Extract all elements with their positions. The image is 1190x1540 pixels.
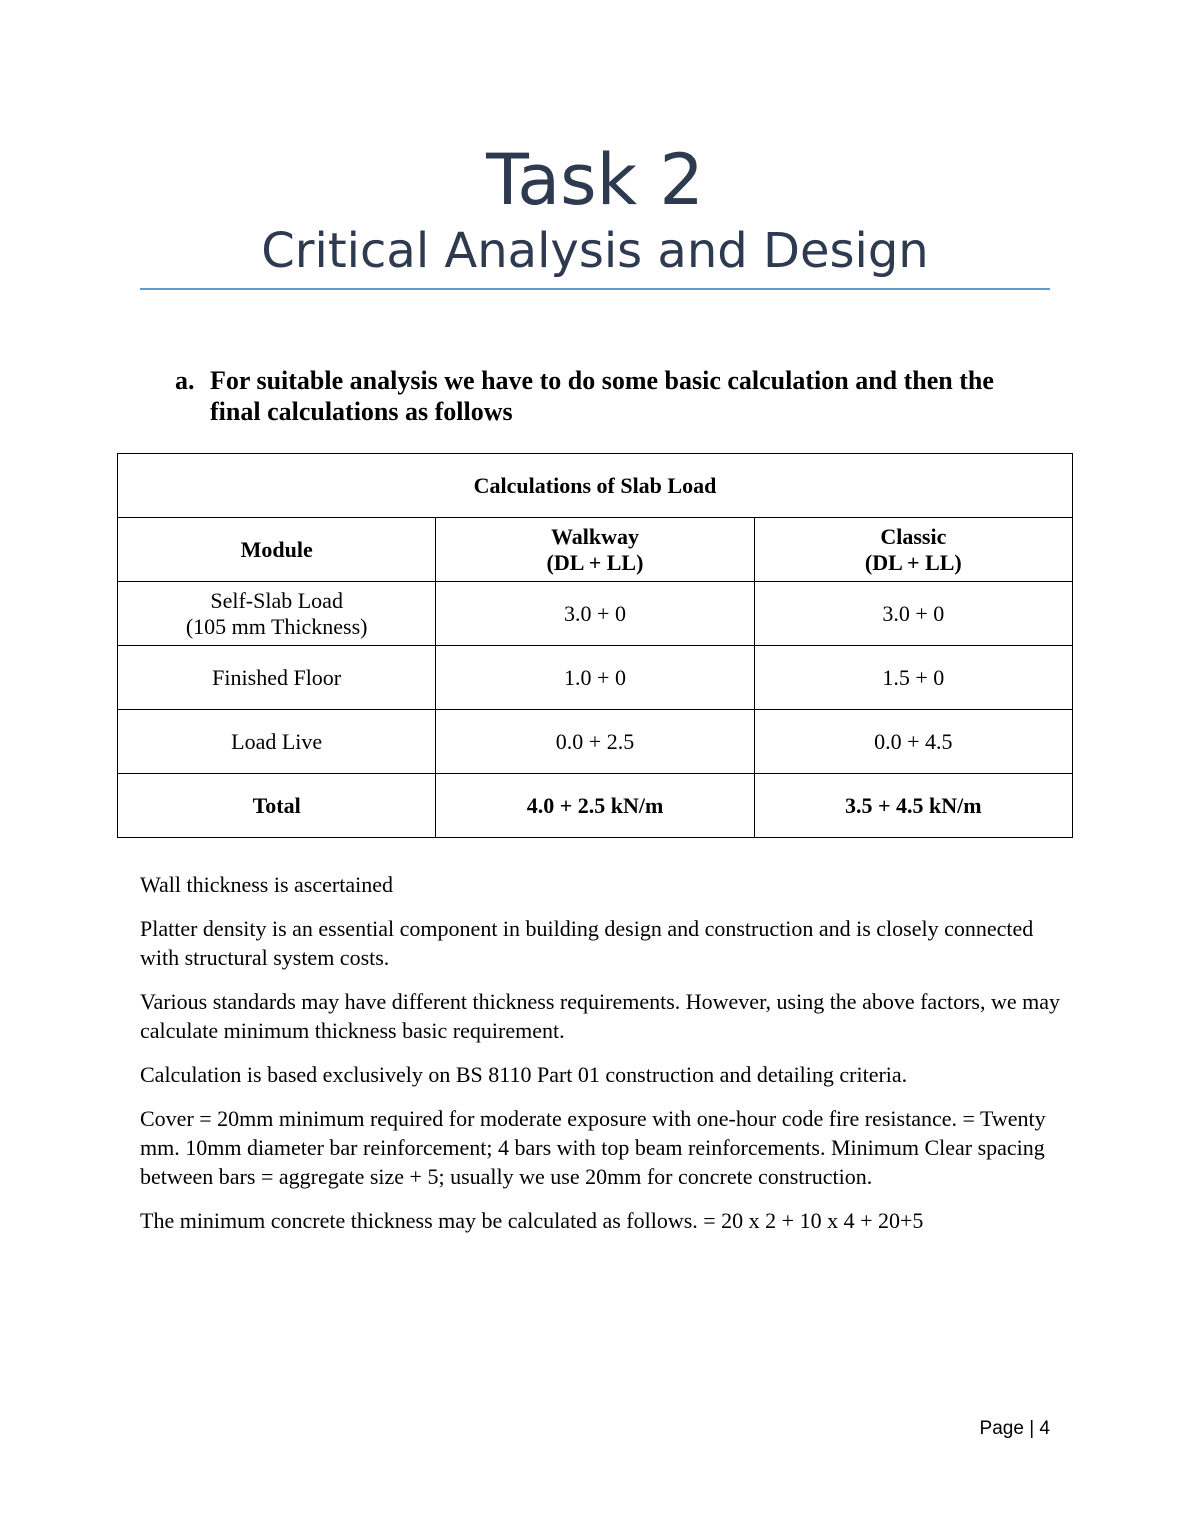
body-text <box>140 870 1060 1250</box>
cell-classic: 0.0 + 4.5 <box>754 710 1072 774</box>
table-total-row <box>118 774 1073 838</box>
footer-label: Page <box>979 1418 1024 1439</box>
paragraph: Calculation is based exclusively on BS 8110 Part 01 construction and detailing criteria. <box>140 1062 908 1087</box>
header-classic-sub: (DL + LL) <box>864 549 962 575</box>
total-walkway: 4.0 + 2.5 kN/m <box>436 774 754 838</box>
slab-load-table <box>117 453 1073 838</box>
title-block <box>140 138 1050 280</box>
cell-classic: 3.0 + 0 <box>754 582 1072 646</box>
header-module <box>118 518 436 582</box>
header-walkway <box>436 518 754 582</box>
table-row <box>118 582 1073 646</box>
cell-module: Finished Floor <box>118 646 436 710</box>
title-divider <box>140 288 1050 290</box>
cell-walkway: 3.0 + 0 <box>436 582 754 646</box>
paragraph: Cover = 20mm minimum required for moderate exposure with one-hour code fire resistance. = Twenty mm. 10mm diameter bar reinforcement; 4 bars with top beam reinforcements. Minimum Clear spacing between bars = aggregate size + 5; usually we use 20mm for concrete construction. <box>140 1106 1046 1189</box>
table-caption-row <box>118 454 1073 518</box>
cell-module: Load Live <box>118 710 436 774</box>
table-row <box>118 710 1073 774</box>
page-footer <box>980 1418 1050 1440</box>
total-label: Total <box>118 774 436 838</box>
cell-module-line2: (105 mm Thickness) <box>185 613 368 639</box>
cell-walkway: 0.0 + 2.5 <box>436 710 754 774</box>
page-number: 4 <box>1039 1418 1050 1439</box>
table-row <box>118 646 1073 710</box>
paragraph: The minimum concrete thickness may be calculated as follows. = 20 x 2 + 10 x 4 + 20+5 <box>140 1208 924 1233</box>
header-walkway-label: Walkway <box>550 523 639 549</box>
paragraph: Various standards may have different thickness requirements. However, using the above factors, we may calculate minimum thickness basic requirement. <box>140 989 1060 1043</box>
page-title: Task 2 <box>486 139 704 221</box>
header-module-label: Module <box>240 536 313 562</box>
cell-walkway: 1.0 + 0 <box>436 646 754 710</box>
table-caption: Calculations of Slab Load <box>118 454 1073 518</box>
header-classic <box>754 518 1072 582</box>
paragraph: Wall thickness is ascertained <box>140 872 393 897</box>
page-subtitle: Critical Analysis and Design <box>261 223 929 279</box>
list-item-text: For suitable analysis we have to do some basic calculation and then the final calculations as follows <box>210 366 994 426</box>
list-marker: a. <box>175 366 195 395</box>
table-header-row <box>118 518 1073 582</box>
cell-classic: 1.5 + 0 <box>754 646 1072 710</box>
footer-separator: | <box>1029 1418 1035 1439</box>
header-walkway-sub: (DL + LL) <box>546 549 644 575</box>
list-item-a <box>175 365 1045 427</box>
cell-module <box>118 582 436 646</box>
total-classic: 3.5 + 4.5 kN/m <box>754 774 1072 838</box>
header-classic-label: Classic <box>880 523 947 549</box>
paragraph: Platter density is an essential component in building design and construction and is closely connected with structural system costs. <box>140 916 1034 970</box>
cell-module-line1: Self-Slab Load <box>210 587 343 613</box>
